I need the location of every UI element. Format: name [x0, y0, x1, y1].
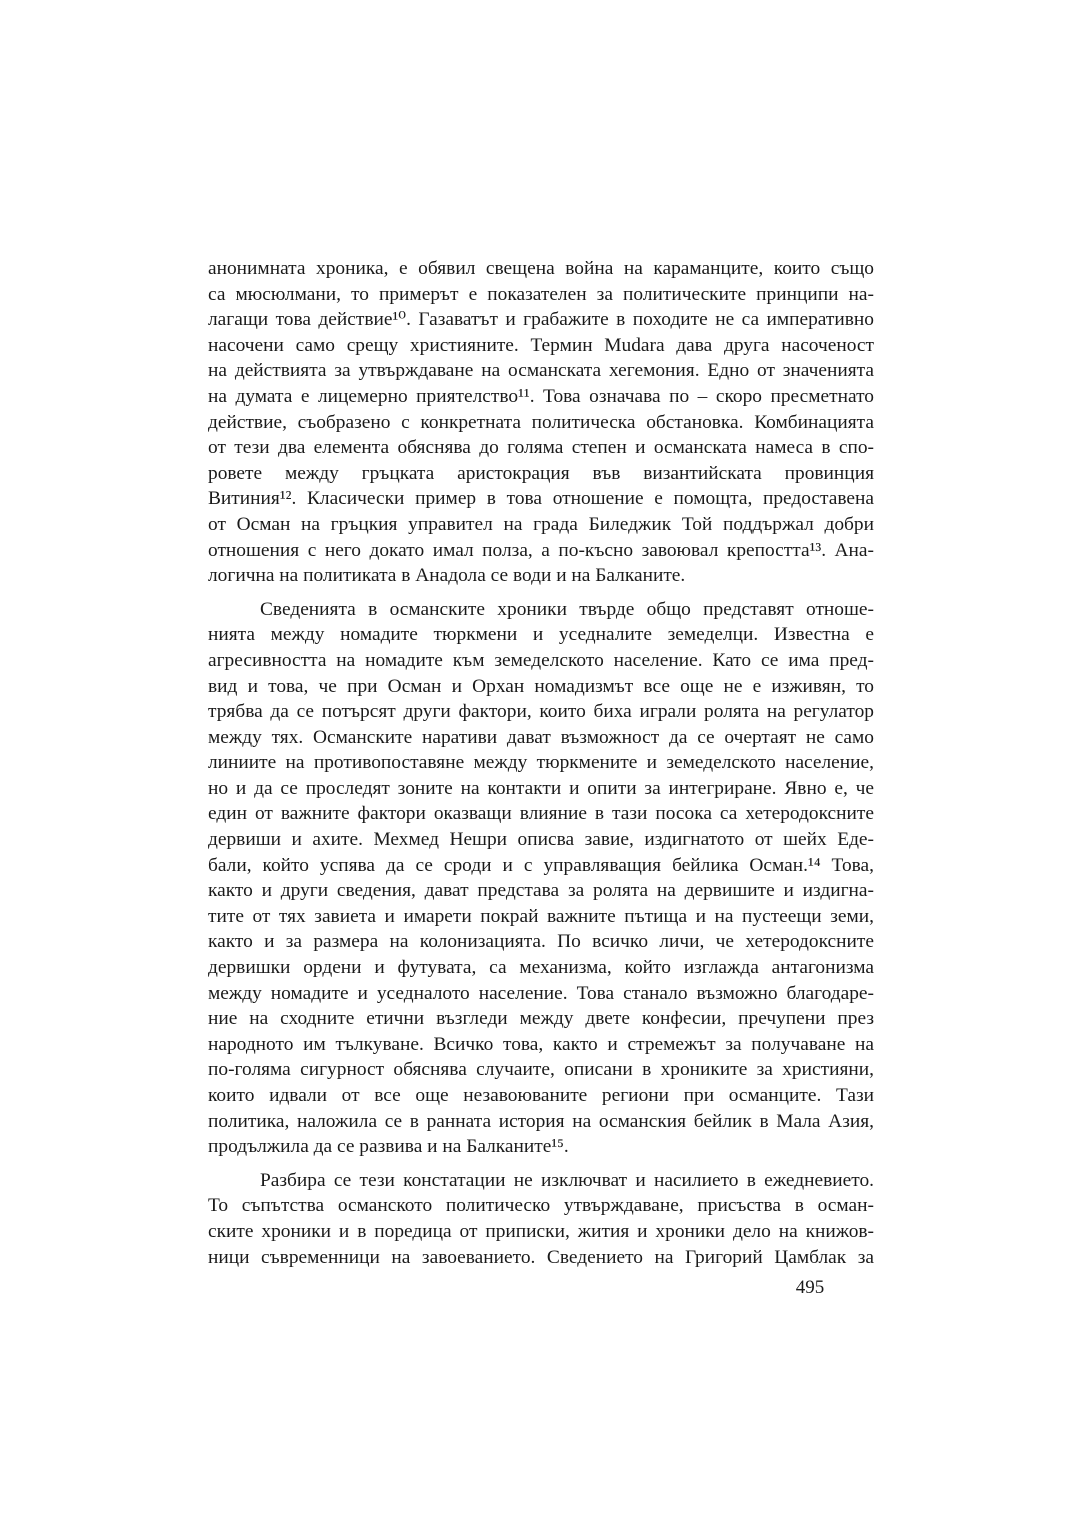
text-line: нията между номадите тюркмени и уседналите земеделци. Известна е [208, 624, 874, 646]
text-line: Разбира се тези констатации не изключват и насилието в ежедневието. [260, 1169, 874, 1191]
text-line: дервишки ордени и футувата, са механизма, който изглажда антагонизма [208, 957, 874, 979]
text-line: продължила да се развива и на Балканите¹⁵. [208, 1136, 569, 1158]
text-line: тите от тях завиета и имарети покрай важните пътища и на пустеещи земи, [208, 905, 874, 927]
text-line: по-голяма сигурност обяснява случаите, описани в хрониките за християни, [208, 1059, 874, 1081]
text-line: ските хроники и в поредица от приписки, жития и хроники дело на книжов- [208, 1220, 874, 1242]
paragraph [208, 1168, 874, 1270]
text-line: на действията за утвърждаване на османската хегемония. Едно от значенията [208, 360, 874, 382]
text-line: политика, наложила се в ранната история на османския бейлик в Мала Азия, [208, 1110, 874, 1132]
text-line: Сведенията в османските хроники твърде общо представят отноше- [260, 598, 874, 620]
text-line: трябва да се потърсят други фактори, които биха играли ролята на регулатор [208, 701, 874, 723]
paragraph [208, 597, 874, 1160]
page-number: 495 [795, 1277, 825, 1298]
text-line: както и други сведения, дават представа за ролята на дервишите и издигна- [208, 880, 874, 902]
text-line: един от важните фактори оказващи влияние в тази посока са хетеродоксните [208, 803, 874, 825]
text-line: агресивността на номадите към земеделското население. Като се има пред- [208, 649, 874, 671]
body-text [208, 256, 874, 1270]
text-line: насочени само срещу християните. Термин Mudara дава друга насоченост [208, 334, 874, 356]
text-line: ници съвременници на завоеванието. Сведението на Григорий Цамблак за [208, 1246, 874, 1268]
text-line: отношения с него докато имал полза, а по-късно завоювал крепостта¹³. Ана- [208, 539, 874, 561]
text-line: между номадите и уседналото население. Това станало възможно благодаре- [208, 982, 874, 1004]
paragraph-gap [208, 1160, 874, 1168]
text-line: от Осман на гръцкия управител на града Биледжик Той поддържал добри [208, 513, 874, 535]
paragraph [208, 256, 874, 589]
text-line: народното им тълкуване. Всичко това, както и стремежът за получаване на [208, 1033, 874, 1055]
text-line: То съпътства османското политическо утвърждаване, присъства в осман- [208, 1195, 874, 1217]
text-line: както и за размера на колонизацията. По всичко личи, че хетеродоксните [208, 931, 874, 953]
text-line: логична на политиката в Анадола се води и на Балканите. [208, 565, 686, 587]
text-line: на думата е лицемерно приятелство¹¹. Това означава по – скоро пресметнато [208, 385, 874, 407]
text-line: които идвали от все още незавоюваните региони при османците. Тази [208, 1085, 874, 1106]
text-line: анонимната хроника, е обявил свещена война на караманците, които също [208, 258, 874, 279]
text-line: са мюсюлмани, то примерът е показателен за политическите принципи на- [208, 283, 874, 305]
text-line: ние на сходните етични възгледи между двете конфесии, пречупени през [208, 1008, 874, 1030]
text-line: между тях. Османските наративи дават възможност да се очертаят не само [208, 726, 874, 748]
text-line: дервиши и ахите. Мехмед Нешри описва завие, издигнатото от шейх Еде- [208, 829, 874, 851]
text-line: действие, съобразено с конкретната политическа обстановка. Комбинацията [208, 411, 874, 433]
text-line: ровете между гръцката аристокрация във византийската провинция [208, 462, 874, 484]
text-line: бали, който успява да се сроди и с управляващия бейлика Осман.¹⁴ Това, [208, 854, 874, 876]
text-line: от тези два елемента обяснява до голяма степен и османската намеса в спо- [208, 437, 874, 459]
paragraph-gap [208, 589, 874, 597]
text-line: Витиния¹². Класически пример в това отношение е помощта, предоставена [208, 488, 874, 510]
text-line: линиите на противопоставяне между тюркмените и земеделското население, [208, 752, 874, 774]
text-line: вид и това, че при Осман и Орхан номадизмът все още не е изживян, то [208, 675, 874, 697]
text-line: но и да се проследят зоните на контакти и опити за интегриране. Явно е, че [208, 777, 874, 799]
text-line: лагащи това действие¹⁰. Газаватът и грабажите в походите не са императивно [208, 309, 874, 331]
